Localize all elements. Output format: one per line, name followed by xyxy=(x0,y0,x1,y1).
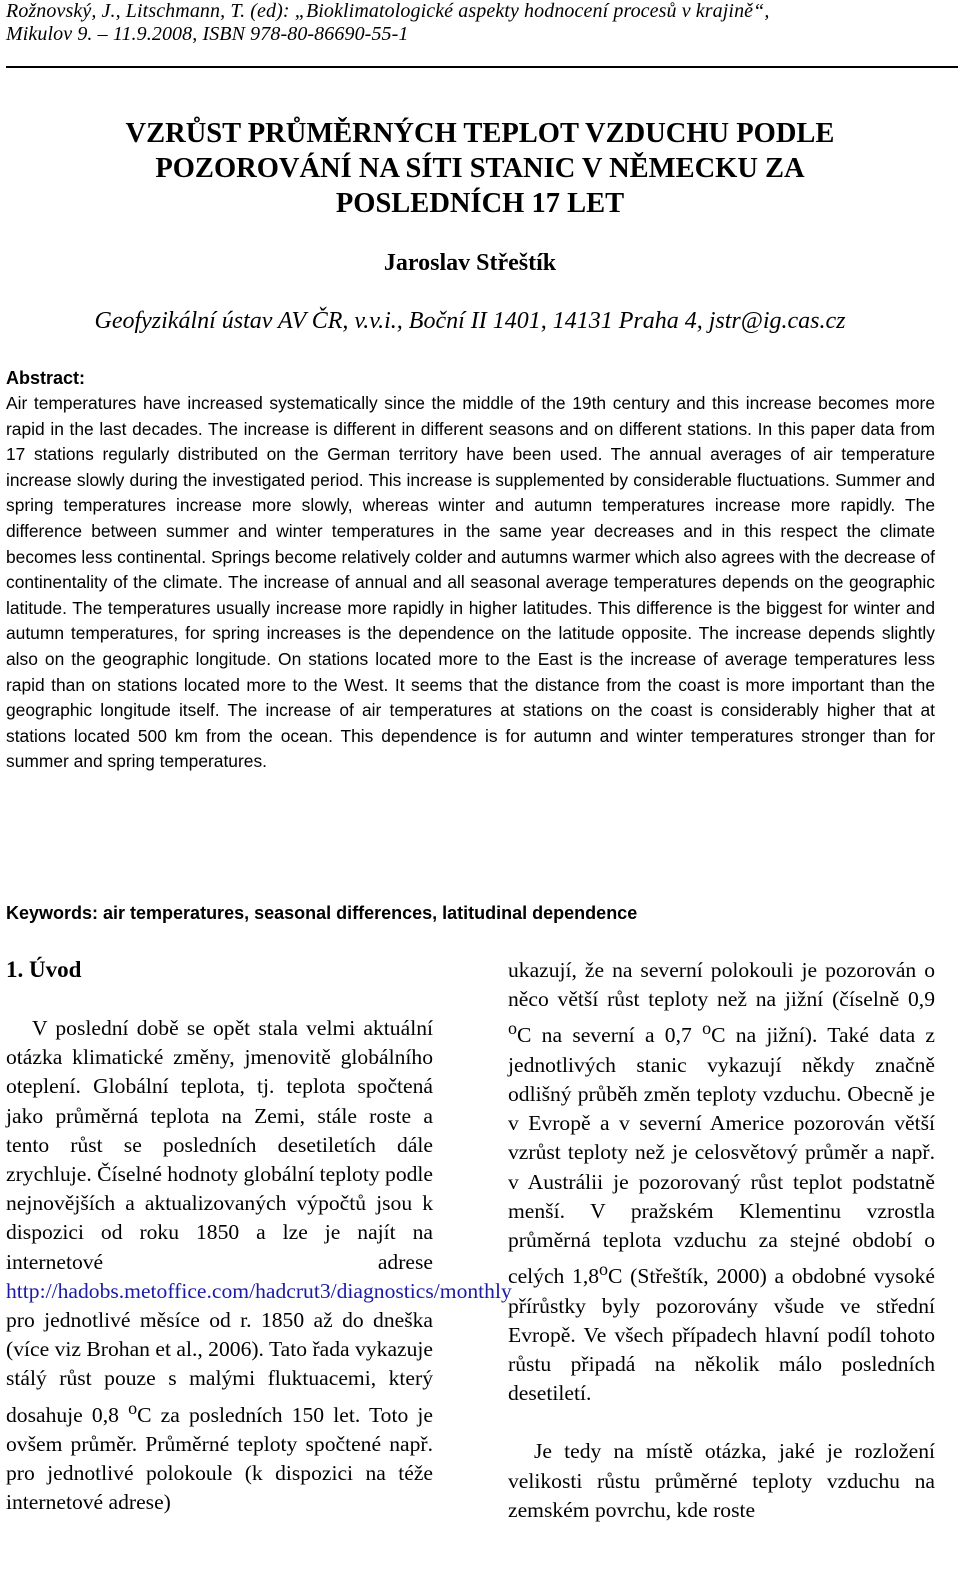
left-text-after-link-b: C za posledních 150 let. Toto je ovšem průměr. Průměrné teploty spočtené např. pro jednotlivé polokoule (k dispozici na téže internetové adrese) xyxy=(6,1402,434,1515)
right-text-c: C na jižní). Také data z jednotlivých stanic vykazují někdy značně odlišný průběh změn teploty vzduchu. Obecně je v Evropě a v severní Americe pozorován větší vzrůst teploty než je celosvětový průměr a např. v Austrálii je pozorovaný růst teplot podstatně menší. V pražském Klementinu vzrostla průměrná teplota vzduchu za stejné období o celých 1,8 xyxy=(508,1023,936,1289)
paper-title xyxy=(40,116,920,221)
right-text-a: ukazují, že na severní polokouli je pozorován o něco větší růst teploty než na jižní (číselně 0,9 xyxy=(508,958,935,1012)
right-column xyxy=(508,956,935,1525)
paragraph-gap xyxy=(508,1408,935,1437)
header-rule xyxy=(6,66,958,68)
citation-line-2: Mikulov 9. – 11.9.2008, ISBN 978-80-86690-55-1 xyxy=(6,23,409,45)
degree-superscript: o xyxy=(508,1018,517,1039)
left-text-after-link-a: pro jednotlivé měsíce od r. 1850 až do dneška (více viz Brohan et al., 2006). Tato řada vykazuje stálý růst pouze s malými fluktuacemi, který dosahuje 0,8 xyxy=(6,1308,433,1427)
degree-superscript: o xyxy=(128,1397,138,1418)
left-text-before-link: V poslední době se opět stala velmi aktuální otázka klimatické změny, jmenovitě globálního oteplení. Globální teplota, tj. teplota spočtená jako průměrná teplota na Zemi, stále roste a tento růst se posledních desetiletích dále zrychluje. Číselné hodnoty globální teploty podle nejnovějších a aktualizovaných výpočtů jsou k dispozici od roku 1850 a lze je najít na internetové adrese xyxy=(6,1016,433,1274)
degree-superscript: o xyxy=(702,1018,712,1039)
title-line-3: POSLEDNÍCH 17 LET xyxy=(335,188,625,219)
author-name: Jaroslav Střeštík xyxy=(383,250,557,276)
keywords: Keywords: air temperatures, seasonal differences, latitudinal dependence xyxy=(6,903,638,923)
title-line-1: VZRŮST PRŮMĚRNÝCH TEPLOT VZDUCHU PODLE xyxy=(125,118,835,149)
left-column xyxy=(6,1014,512,1518)
citation-line-1: Rožnovský, J., Litschmann, T. (ed): „Bioklimatologické aspekty hodnocení procesů v krajině“, xyxy=(6,0,770,22)
citation-header xyxy=(6,0,946,46)
right-paragraph-1 xyxy=(508,956,935,1408)
section-title: 1. Úvod xyxy=(6,957,82,982)
right-text-b: C na severní a 0,7 xyxy=(517,1023,692,1048)
right-paragraph-2: Je tedy na místě otázka, jaké je rozložení velikosti růstu průměrné teploty vzduchu na zemském povrchu, kde roste xyxy=(508,1439,935,1522)
title-line-2: POZOROVÁNÍ NA SÍTI STANIC V NĚMECKU ZA xyxy=(155,153,805,184)
left-paragraph-1 xyxy=(6,1014,512,1518)
author-affiliation: Geofyzikální ústav AV ČR, v.v.i., Boční II 1401, 14131 Praha 4, jstr@ig.cas.cz xyxy=(94,308,846,334)
right-text-d: C (Střeštík, 2000) a obdobné vysoké přírůstky byly pozorovány všude ve střední Evropě. Ve všech případech hlavní podíl tohoto růstu připadá na několik málo posledních desetiletí. xyxy=(508,1264,935,1406)
abstract-label: Abstract: xyxy=(6,368,86,388)
hadcrut-link[interactable]: http://hadobs.metoffice.com/hadcrut3/diagnostics/monthly xyxy=(6,1278,512,1303)
abstract-text: Air temperatures have increased systematically since the middle of the 19th century and this increase becomes more rapid in the last decades. The increase is different in different seasons and on different stations. In this paper data from 17 stations regularly distributed on the German territory have been used. The annual averages of air temperature increase slowly during the investigated period. This increase is supplemented by considerable fluctuations. Summer and spring temperatures increase more slowly, whereas winter and autumn temperatures increase more rapidly. The difference between summer and winter temperatures in the same year decreases and in this respect the climate becomes less continental. Springs become relatively colder and autumns warmer which also agrees with the decrease of continentality of the climate. The increase of annual and all seasonal average temperatures depends on the geographic latitude. The temperatures usually increase more rapidly in higher latitudes. This difference is the biggest for winter and autumn temperatures, for spring increases is the dependence on the latitude opposite. The increase depends slightly also on the geographic longitude. On stations located more to the East is the increase of average temperatures less rapid than on stations located more to the West. It seems that the distance from the coast is more important than the geographic longitude itself. The increase of air temperatures at stations on the coast is considerably higher that at stations located 500 km from the ocean. This dependence is for autumn and winter temperatures stronger than for summer and spring temperatures. xyxy=(6,393,935,772)
degree-superscript: o xyxy=(599,1259,609,1280)
